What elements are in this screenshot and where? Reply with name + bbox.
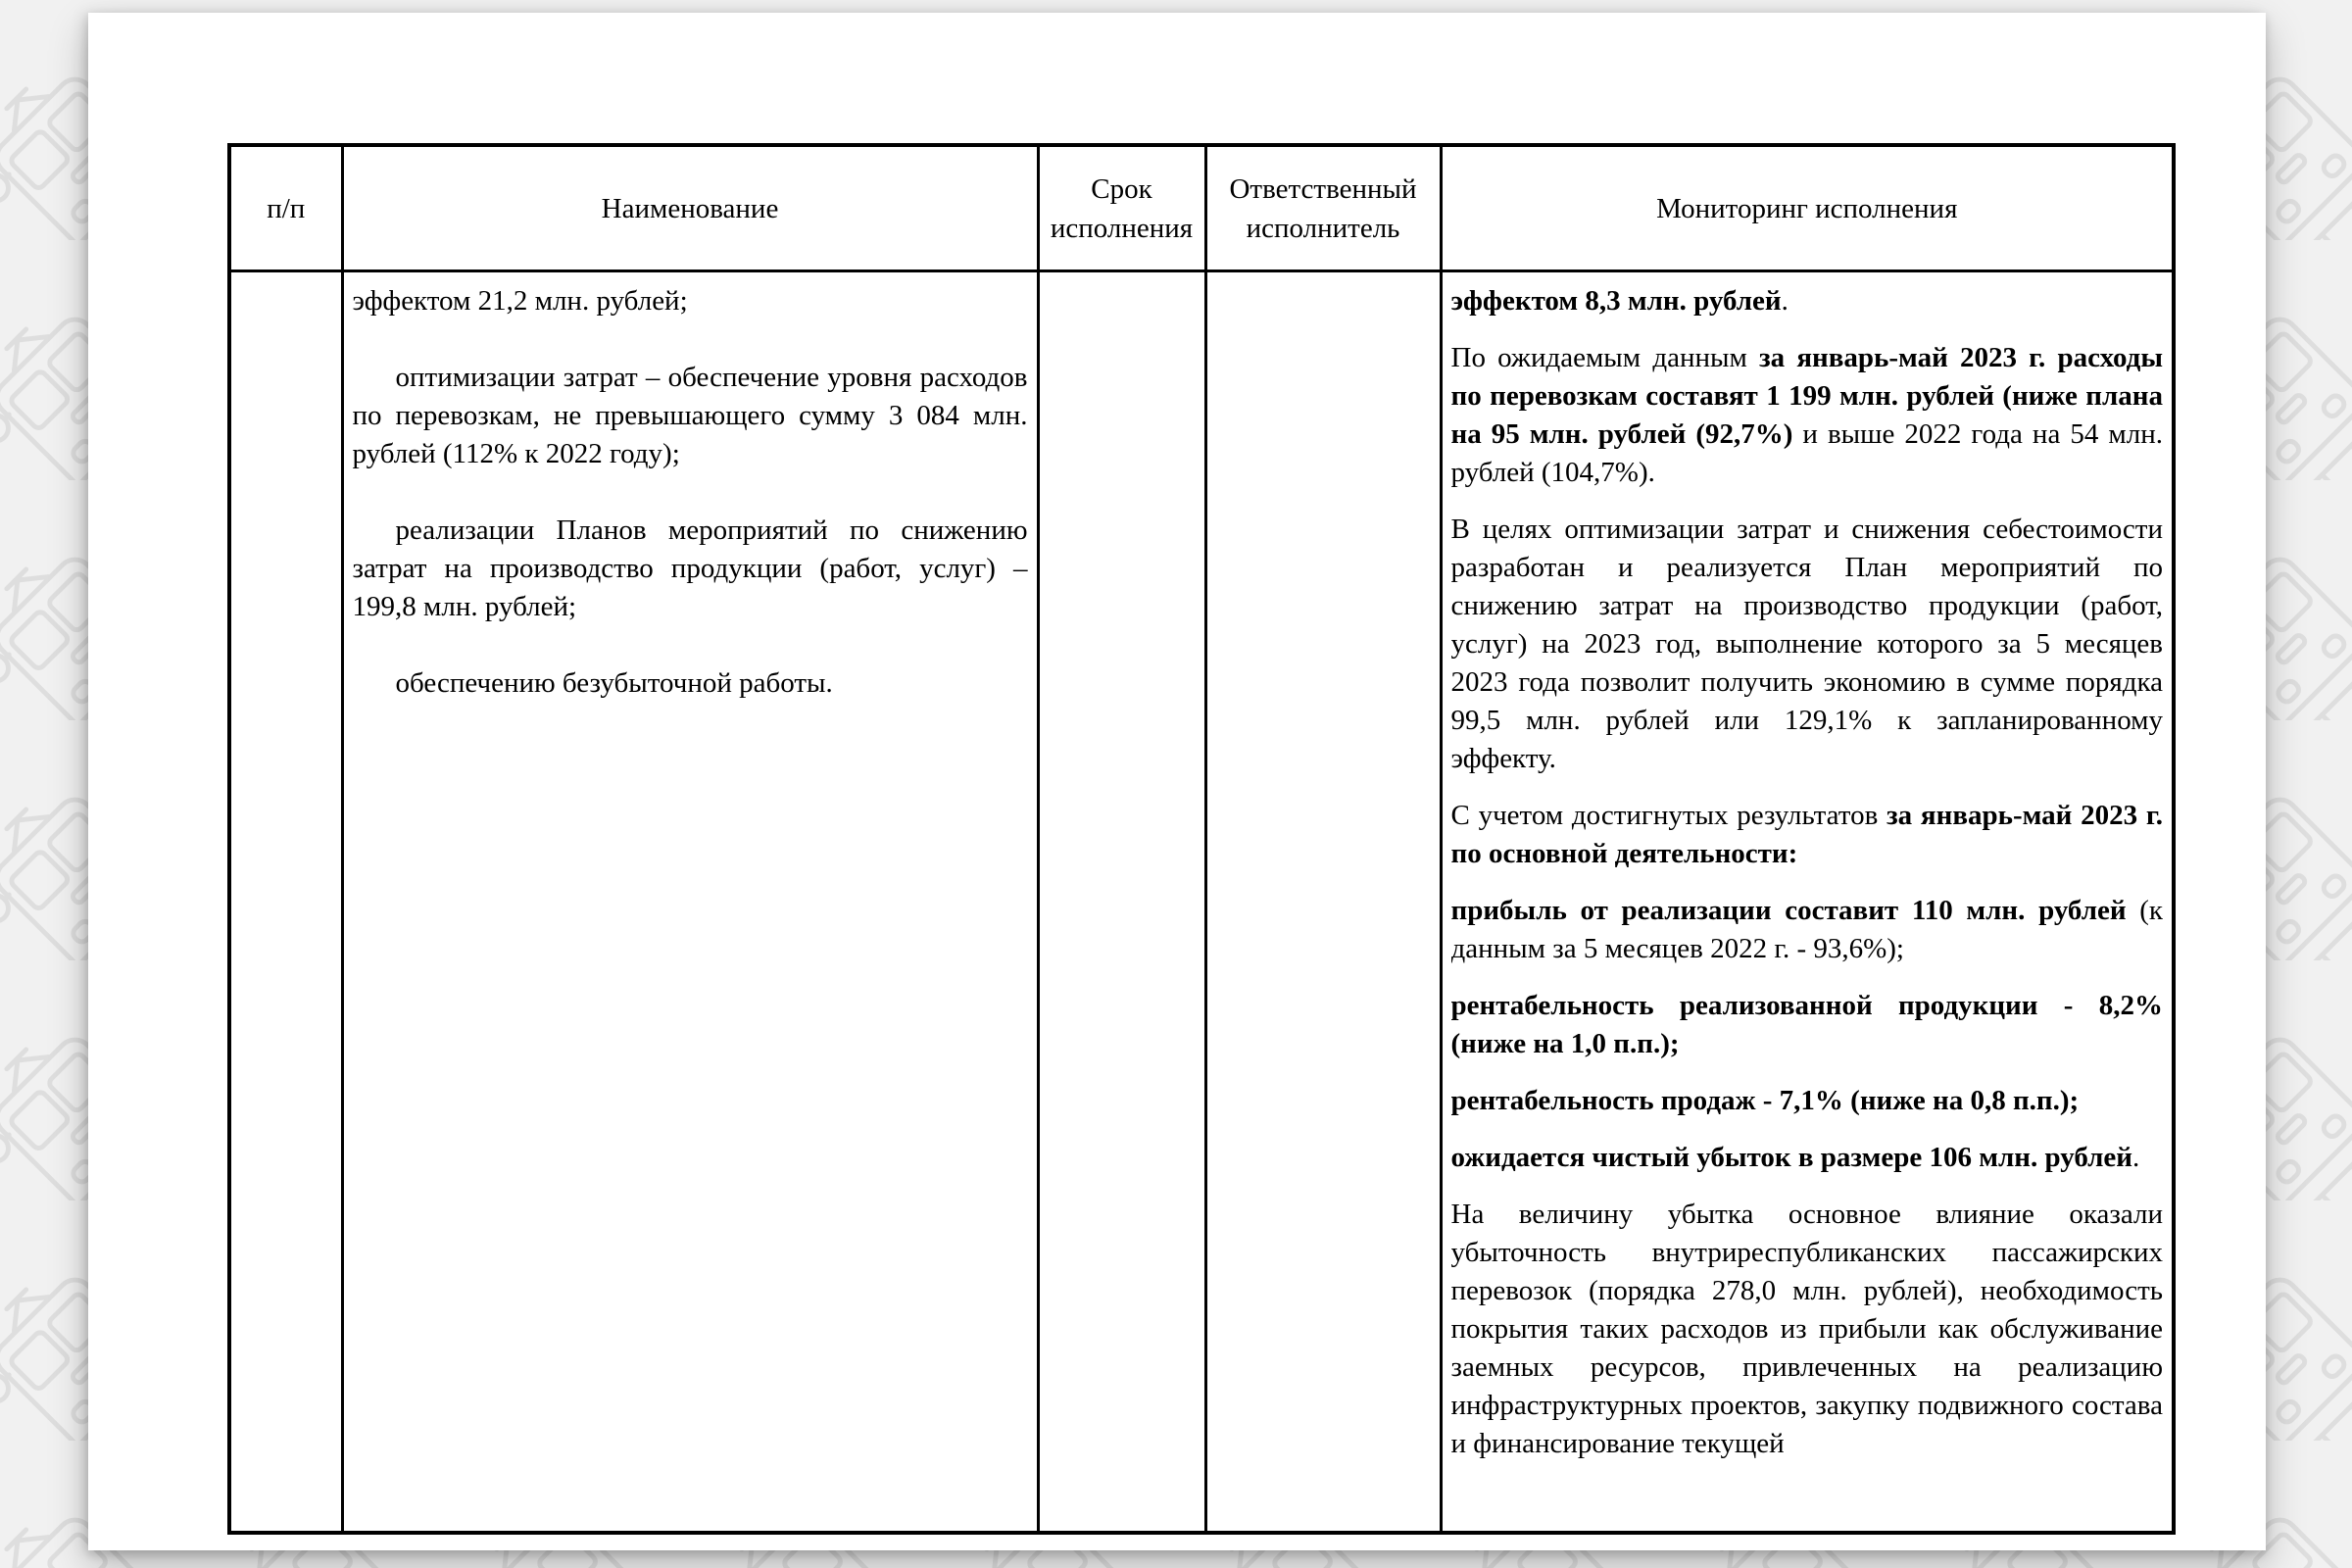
cell-term: [1038, 271, 1205, 1534]
column-header-name: Наименование: [342, 145, 1038, 271]
text-run: обеспечению безубыточной работы.: [395, 667, 833, 699]
text-run: оптимизации затрат – обеспечение уровня расходов по перевозкам, не превышающего сумму 3 084 млн. рублей (112% к 2022 году);: [352, 362, 1028, 469]
paragraph: [1451, 1196, 2164, 1463]
cell-monitoring: [1441, 271, 2174, 1534]
bold-text-run: прибыль от реализации составит 110 млн. рублей: [1450, 895, 2127, 926]
monitoring-table: [227, 143, 2176, 1535]
paragraph: [1451, 511, 2164, 778]
text-run: .: [2132, 1142, 2140, 1173]
cell-name: [342, 271, 1038, 1534]
paragraph: [1451, 797, 2164, 873]
table-row: [229, 271, 2174, 1534]
paragraph: [1451, 1082, 2164, 1120]
bold-text-run: рентабельность реализованной продукции - 8,2% (ниже на 1,0 п.п.);: [1450, 990, 2163, 1059]
paragraph: [353, 512, 1028, 626]
text-run: (к данным за 5 месяцев 2022 г. - 93,6%);: [1450, 895, 2163, 964]
column-header-executor: Ответственный исполнитель: [1205, 145, 1441, 271]
paragraph: [1451, 987, 2164, 1063]
monitoring-cell-content: [1451, 282, 2164, 1463]
text-run: эффектом 21,2 млн. рублей;: [352, 285, 688, 317]
name-cell-content: [353, 282, 1028, 703]
text-run: реализации Планов мероприятий по снижению затрат на производство продукции (работ, услуг) – 199,8 млн. рублей;: [352, 514, 1028, 622]
column-header-num: п/п: [229, 145, 342, 271]
text-run: С учетом достигнутых результатов: [1450, 800, 1887, 831]
paragraph: [1451, 282, 2164, 320]
bold-text-run: ожидается чистый убыток в размере 106 млн. рублей: [1450, 1142, 2132, 1173]
header-row: [229, 145, 2174, 271]
paragraph: [1451, 892, 2164, 968]
text-run: В целях оптимизации затрат и снижения себестоимости разработан и реализуется План мероприятий по снижению затрат на производство продукции (работ, услуг) на 2023 год, выполнение которого за 5 месяцев 2023 года позволит получить экономию в сумме порядка 99,5 млн. рублей или 129,1% к запланированному эффекту.: [1450, 514, 2163, 774]
text-run: .: [1781, 285, 1788, 317]
paragraph: [1451, 1139, 2164, 1177]
cell-executor: [1205, 271, 1441, 1534]
text-run: и выше 2022 года на 54 млн. рублей (104,7%).: [1450, 418, 2163, 488]
cell-num: [229, 271, 342, 1534]
text-run: На величину убытка основное влияние оказали убыточность внутриреспубликанских пассажирских перевозок (порядка 278,0 млн. рублей), необходимость покрытия таких расходов из прибыли как обслуживание заемных ресурсов, привлеченных на реализацию инфраструктурных проектов, закупку подвижного состава и финансирование текущей: [1450, 1199, 2163, 1459]
bold-text-run: за январь-май 2023 г. расходы по перевозкам составят 1 199 млн. рублей (ниже плана на 95 млн. рублей (92,7%): [1450, 342, 2163, 450]
column-header-monitoring: Мониторинг исполнения: [1441, 145, 2174, 271]
paragraph: [353, 359, 1028, 473]
paragraph: [353, 664, 1028, 703]
bold-text-run: рентабельность продаж - 7,1% (ниже на 0,8 п.п.);: [1450, 1085, 2080, 1116]
text-run: По ожидаемым данным: [1450, 342, 1760, 373]
paragraph: [1451, 339, 2164, 492]
bold-text-run: за январь-май 2023 г. по основной деятельности:: [1450, 800, 2163, 869]
column-header-term: Срок исполнения: [1038, 145, 1205, 271]
document-page: [88, 13, 2266, 1550]
paragraph: [353, 282, 1028, 320]
bold-text-run: эффектом 8,3 млн. рублей: [1450, 285, 1782, 317]
